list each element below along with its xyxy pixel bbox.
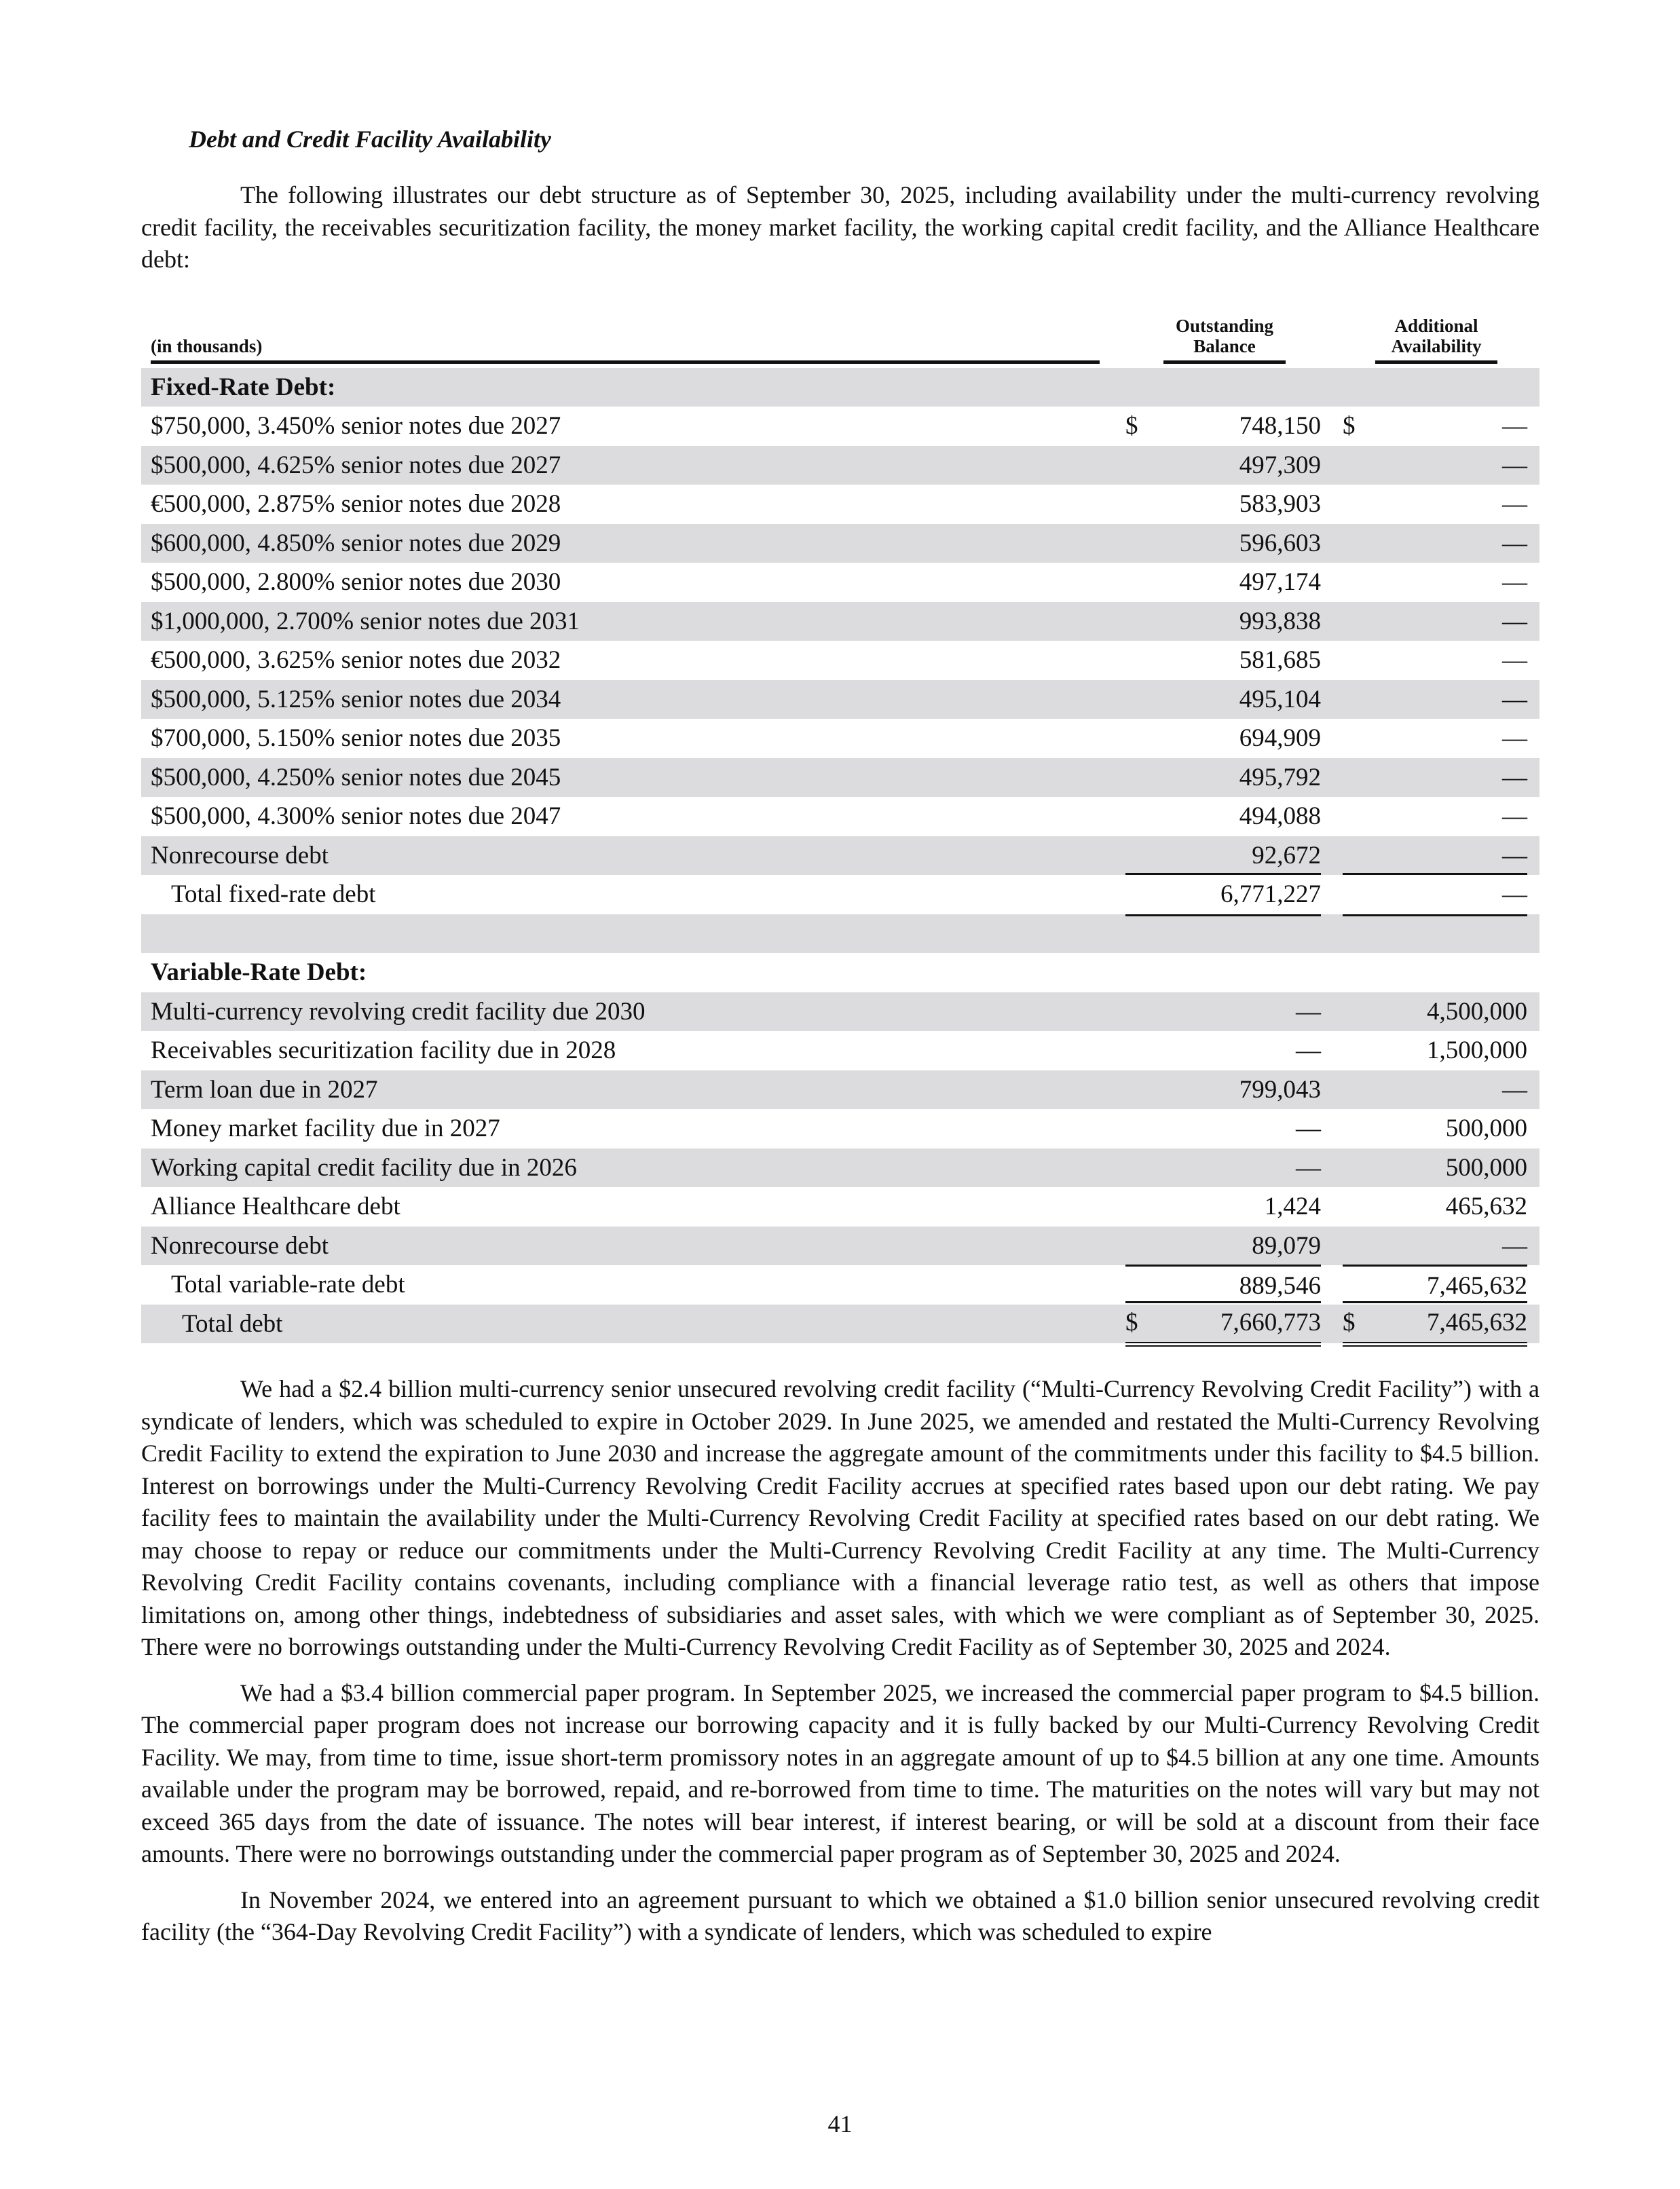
- row-label: $500,000, 2.800% senior notes due 2030: [151, 568, 561, 597]
- outstanding-balance-header: Outstanding Balance: [1116, 316, 1333, 368]
- additional-availability-cell: [1333, 407, 1539, 446]
- row-label: Nonrecourse debt: [141, 1227, 1116, 1266]
- outstanding-balance-cell: [1116, 485, 1333, 524]
- page-number: 41: [827, 2110, 853, 2137]
- amount-value: —: [1502, 646, 1527, 675]
- row-label: Multi-currency revolving credit facility due 2030: [141, 992, 1116, 1032]
- table-row: [141, 1070, 1539, 1110]
- amount-value: —: [1502, 1231, 1527, 1260]
- amount-value: 748,150: [1239, 412, 1321, 441]
- amount-value: 1,500,000: [1427, 1036, 1527, 1065]
- table-row: [141, 758, 1539, 798]
- currency-symbol: $: [1125, 1308, 1138, 1336]
- outstanding-balance-cell: [1116, 524, 1333, 563]
- table-row: [141, 407, 1539, 446]
- row-label: $1,000,000, 2.700% senior notes due 2031: [141, 602, 1116, 641]
- intro-paragraph: The following illustrates our debt structure as of September 30, 2025, including availability under the multi-currency revolving credit facility, the receivables securitization facility, the money market facility, the working capital credit facility, and the Alliance Healthcare debt:: [141, 181, 1539, 273]
- additional-availability-cell: [1333, 1148, 1539, 1188]
- amount-value: 6,771,227: [1220, 880, 1321, 909]
- amount-value: 465,632: [1445, 1193, 1527, 1221]
- amount-value: —: [1502, 841, 1527, 869]
- amount-value: 4,500,000: [1427, 997, 1527, 1026]
- additional-availability-cell: [1333, 875, 1539, 914]
- body-paragraph: In November 2024, we entered into an agreement pursuant to which we obtained a $1.0 billion senior unsecured revolving credit facility (the “364-Day Revolving Credit Facility”) with a syndicate of lenders, which was scheduled to expire: [141, 1886, 1539, 1945]
- row-label: $500,000, 4.625% senior notes due 2027: [141, 446, 1116, 485]
- currency-symbol: $: [1125, 412, 1138, 441]
- amount-value: 89,079: [1252, 1231, 1321, 1260]
- table-row: [141, 485, 1539, 524]
- additional-availability-cell: [1333, 602, 1539, 641]
- outstanding-balance-cell: [1116, 1109, 1333, 1148]
- outstanding-balance-cell: [1116, 875, 1333, 914]
- row-label: Money market facility due in 2027: [151, 1115, 500, 1143]
- additional-availability-cell: [1333, 1187, 1539, 1227]
- table-header-row: [141, 316, 1539, 368]
- amount-value: 694,909: [1239, 724, 1321, 753]
- amount-value: —: [1502, 802, 1527, 831]
- amount-value: —: [1502, 607, 1527, 635]
- table-row: [141, 797, 1539, 836]
- amount-value: 993,838: [1239, 607, 1321, 635]
- table-row: [141, 641, 1539, 680]
- variable-rate-total-row: [141, 1265, 1539, 1305]
- body-paragraph: We had a $3.4 billion commercial paper program. In September 2025, we increased the commercial paper program to $4.5 billion. The commercial paper program does not increase our borrowing capacity and it is fully backed by our Multi-Currency Revolving Credit Facility. We may, from time to time, issue short-term promissory notes in an aggregate amount of up to $4.5 billion at any one time. Amounts available under the program may be borrowed, repaid, and re-borrowed from time to time. The maturities on the notes will vary but may not exceed 365 days from the date of issuance. The notes will bear interest, if interest bearing, or will be sold at a discount from their face amounts. There were no borrowings outstanding under the commercial paper program as of September 30, 2025 and 2024.: [141, 1679, 1539, 1867]
- outstanding-balance-cell: [1116, 563, 1333, 602]
- row-label: $500,000, 4.250% senior notes due 2045: [141, 758, 1116, 798]
- table-row: [141, 524, 1539, 563]
- row-label: Receivables securitization facility due in 2028: [151, 1036, 616, 1065]
- table-row: [141, 1109, 1539, 1148]
- debt-table: [141, 316, 1539, 1344]
- outstanding-balance-cell: [1116, 602, 1333, 641]
- additional-availability-cell: [1333, 563, 1539, 602]
- total-debt-row: [141, 1305, 1539, 1344]
- additional-availability-cell: [1333, 758, 1539, 798]
- row-label: $700,000, 5.150% senior notes due 2035: [151, 724, 561, 753]
- additional-availability-cell: [1333, 524, 1539, 563]
- amount-value: 7,660,773: [1220, 1308, 1321, 1336]
- table-row: [141, 992, 1539, 1032]
- table-row: [141, 680, 1539, 719]
- section-heading: Debt and Credit Facility Availability: [189, 126, 551, 153]
- outstanding-balance-cell: [1116, 1227, 1333, 1266]
- table-row: [141, 1187, 1539, 1227]
- row-label: Total debt: [141, 1305, 1116, 1344]
- amount-value: 581,685: [1239, 646, 1321, 675]
- amount-value: —: [1502, 1075, 1527, 1104]
- row-label: €500,000, 2.875% senior notes due 2028: [151, 490, 561, 519]
- row-label: Alliance Healthcare debt: [151, 1193, 400, 1221]
- amount-value: —: [1502, 451, 1527, 479]
- table-row: [141, 719, 1539, 758]
- row-label: $750,000, 3.450% senior notes due 2027: [151, 412, 561, 441]
- row-label: Nonrecourse debt: [141, 836, 1116, 876]
- amount-value: 889,546: [1239, 1271, 1321, 1300]
- outstanding-balance-cell: [1116, 797, 1333, 836]
- table-row: [141, 1227, 1539, 1266]
- additional-availability-cell: [1333, 641, 1539, 680]
- table-row: [141, 1031, 1539, 1070]
- additional-availability-cell: [1333, 992, 1539, 1032]
- table-row: [141, 602, 1539, 641]
- additional-availability-cell: [1333, 1070, 1539, 1110]
- row-label: Term loan due in 2027: [141, 1070, 1116, 1110]
- additional-availability-cell: [1333, 485, 1539, 524]
- currency-symbol: $: [1343, 412, 1356, 441]
- debt-table-body: [141, 368, 1539, 1344]
- unit-label-header: (in thousands): [141, 316, 1116, 368]
- outstanding-balance-cell: [1116, 1031, 1333, 1070]
- amount-value: 494,088: [1239, 802, 1321, 831]
- variable-rate-section-header-label: Variable-Rate Debt:: [151, 958, 367, 987]
- document-page: [141, 122, 1539, 1949]
- amount-value: —: [1502, 763, 1527, 791]
- additional-availability-cell: [1333, 1265, 1539, 1305]
- amount-value: —: [1502, 490, 1527, 519]
- amount-value: —: [1296, 1153, 1321, 1182]
- fixed-rate-total-row: [141, 875, 1539, 914]
- additional-availability-cell: [1333, 446, 1539, 485]
- additional-availability-header: Additional Availability: [1333, 316, 1539, 368]
- outstanding-balance-cell: [1116, 758, 1333, 798]
- amount-value: 500,000: [1445, 1153, 1527, 1182]
- additional-availability-cell: [1333, 680, 1539, 719]
- row-label: $500,000, 5.125% senior notes due 2034: [141, 680, 1116, 719]
- amount-value: —: [1296, 997, 1321, 1026]
- amount-value: 799,043: [1239, 1075, 1321, 1104]
- additional-availability-cell: [1333, 836, 1539, 876]
- outstanding-balance-cell: [1116, 680, 1333, 719]
- amount-value: —: [1502, 724, 1527, 753]
- outstanding-balance-cell: [1116, 719, 1333, 758]
- amount-value: 7,465,632: [1427, 1308, 1527, 1336]
- table-row: [141, 446, 1539, 485]
- outstanding-balance-cell: [1116, 1148, 1333, 1188]
- row-label: €500,000, 3.625% senior notes due 2032: [151, 646, 561, 675]
- table-row: [141, 836, 1539, 876]
- table-row: [141, 1148, 1539, 1188]
- amount-value: 497,309: [1239, 451, 1321, 479]
- additional-availability-cell: [1333, 1305, 1539, 1344]
- fixed-rate-section-header: [141, 368, 1539, 407]
- amount-value: —: [1502, 880, 1527, 909]
- amount-value: —: [1502, 412, 1527, 441]
- body-paragraphs: [141, 1373, 1539, 1949]
- outstanding-balance-cell: [1116, 1187, 1333, 1227]
- row-label: $500,000, 4.300% senior notes due 2047: [151, 802, 561, 831]
- amount-value: 1,424: [1264, 1193, 1321, 1221]
- outstanding-balance-cell: [1116, 1265, 1333, 1305]
- amount-value: 497,174: [1239, 568, 1321, 597]
- amount-value: —: [1296, 1036, 1321, 1065]
- amount-value: —: [1502, 568, 1527, 597]
- amount-value: 92,672: [1252, 841, 1321, 869]
- amount-value: —: [1502, 529, 1527, 557]
- amount-value: —: [1296, 1115, 1321, 1143]
- amount-value: —: [1502, 685, 1527, 713]
- amount-value: 500,000: [1445, 1115, 1527, 1143]
- outstanding-balance-cell: [1116, 1070, 1333, 1110]
- currency-symbol: $: [1343, 1308, 1356, 1336]
- amount-value: 583,903: [1239, 490, 1321, 519]
- amount-value: 495,104: [1239, 685, 1321, 713]
- additional-availability-cell: [1333, 719, 1539, 758]
- amount-value: 7,465,632: [1427, 1271, 1527, 1300]
- outstanding-balance-cell: [1116, 1305, 1333, 1344]
- row-label: $600,000, 4.850% senior notes due 2029: [141, 524, 1116, 563]
- spacer-row: [141, 914, 1539, 954]
- row-label: Working capital credit facility due in 2026: [141, 1148, 1116, 1188]
- outstanding-balance-cell: [1116, 836, 1333, 876]
- row-label: Total variable-rate debt: [171, 1271, 405, 1299]
- additional-availability-cell: [1333, 1227, 1539, 1266]
- outstanding-balance-cell: [1116, 992, 1333, 1032]
- additional-availability-cell: [1333, 797, 1539, 836]
- outstanding-balance-cell: [1116, 641, 1333, 680]
- additional-availability-cell: [1333, 1031, 1539, 1070]
- body-paragraph: We had a $2.4 billion multi-currency senior unsecured revolving credit facility (“Multi-Currency Revolving Credit Facility”) with a syndicate of lenders, which was scheduled to expire in October 2029. In June 2025, we amended and restated the Multi-Currency Revolving Credit Facility to extend the expiration to June 2030 and increase the aggregate amount of the commitments under this facility to $4.5 billion. Interest on borrowings under the Multi-Currency Revolving Credit Facility accrues at specified rates based upon our debt rating. We pay facility fees to maintain the availability under the Multi-Currency Revolving Credit Facility at specified rates based on our debt rating. We may choose to repay or reduce our commitments under the Multi-Currency Revolving Credit Facility at any time. The Multi-Currency Revolving Credit Facility contains covenants, including compliance with a financial leverage ratio test, as well as others that impose limitations on, among other things, indebtedness of subsidiaries and asset sales, with which we were compliant as of September 30, 2025. There were no borrowings outstanding under the Multi-Currency Revolving Credit Facility as of September 30, 2025 and 2024.: [141, 1375, 1539, 1660]
- row-label: Total fixed-rate debt: [171, 880, 376, 909]
- outstanding-balance-cell: [1116, 446, 1333, 485]
- fixed-rate-section-header-label: Fixed-Rate Debt:: [141, 368, 1116, 407]
- outstanding-balance-cell: [1116, 407, 1333, 446]
- variable-rate-section-header: [141, 953, 1539, 992]
- additional-availability-cell: [1333, 1109, 1539, 1148]
- amount-value: 596,603: [1239, 529, 1321, 557]
- amount-value: 495,792: [1239, 763, 1321, 791]
- table-row: [141, 563, 1539, 602]
